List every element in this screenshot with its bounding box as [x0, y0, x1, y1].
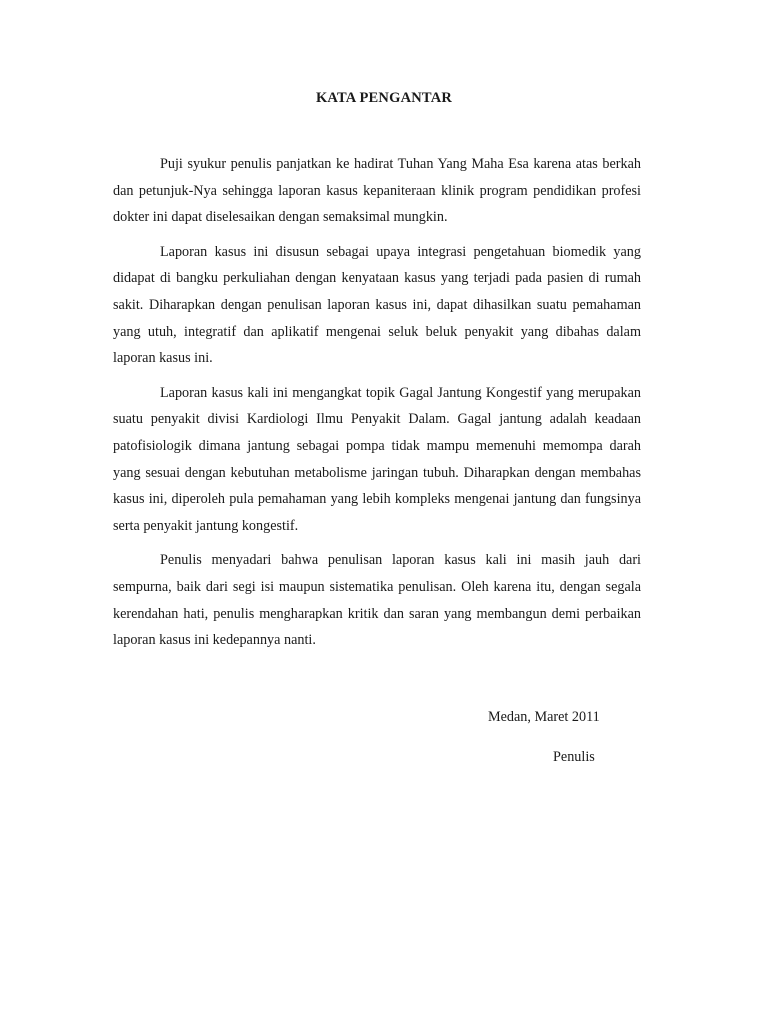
paragraph-4: Penulis menyadari bahwa penulisan laporan kasus kali ini masih jauh dari sempurna, baik dari segi isi maupun sistematika penulisan. Oleh karena itu, dengan segala kerendahan hati, penulis mengharapkan kritik dan saran yang membangun demi perbaikan laporan kasus ini kedepannya nanti. — [113, 552, 641, 649]
document-title: KATA PENGANTAR — [315, 90, 453, 106]
paragraph-1: Puji syukur penulis panjatkan ke hadirat Tuhan Yang Maha Esa karena atas berkah dan petunjuk-Nya sehingga laporan kasus kepaniteraan klinik program pendidikan profesi dokter ini dapat diselesaikan dengan semaksimal mungkin. — [113, 156, 641, 226]
paragraph-3: Laporan kasus kali ini mengangkat topik Gagal Jantung Kongestif yang merupakan suatu penyakit divisi Kardiologi Ilmu Penyakit Dalam. Gagal jantung adalah keadaan patofisiologik dimana jantung sebagai pompa tidak mampu memenuhi memompa darah yang sesuai dengan kebutuhan metabolisme jaringan tubuh. Diharapkan dengan membahas kasus ini, diperoleh pula pemahaman yang lebih kompleks mengenai jantung dan fungsinya serta penyakit jantung kongestif. — [113, 384, 641, 534]
place-date: Medan, Maret 2011 — [488, 709, 600, 725]
paragraph-2: Laporan kasus ini disusun sebagai upaya integrasi pengetahuan biomedik yang didapat di bangku perkuliahan dengan kenyataan kasus yang terjadi pada pasien di rumah sakit. Diharapkan dengan penulisan laporan kasus ini, dapat dihasilkan suatu pemahaman yang utuh, integratif dan aplikatif mengenai seluk beluk penyakit yang dibahas dalam laporan kasus ini. — [113, 243, 641, 367]
document-body — [113, 151, 641, 662]
author-signature: Penulis — [553, 749, 595, 765]
